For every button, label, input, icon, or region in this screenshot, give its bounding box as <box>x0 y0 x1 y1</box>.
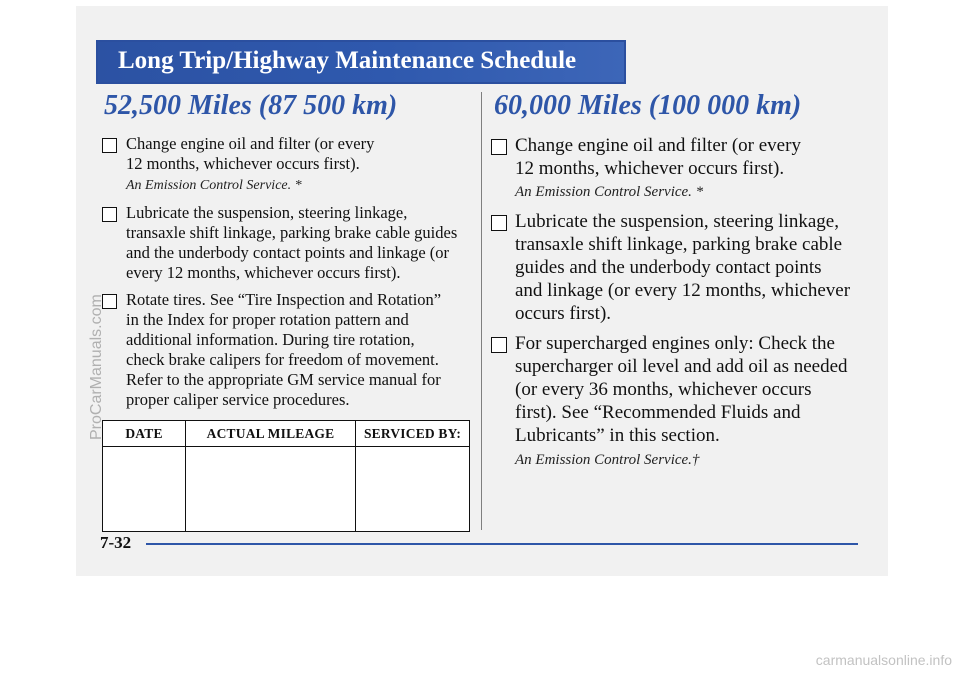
page-number: 7-32 <box>100 533 132 552</box>
table-cell-actual-mileage[interactable] <box>185 447 355 531</box>
bottom-watermark: carmanualsonline.info <box>815 652 952 668</box>
table-header-actual-mileage: ACTUAL MILEAGE <box>185 421 355 447</box>
footer-rule <box>146 543 858 545</box>
checkbox[interactable] <box>491 337 507 353</box>
service-note: An Emission Control Service. * <box>515 184 704 200</box>
banner-title: Long Trip/Highway Maintenance Schedule <box>118 47 577 74</box>
list-item <box>102 203 474 283</box>
side-watermark: ProCarManuals.com <box>88 294 105 440</box>
service-text: Rotate tires. See “Tire Inspection and Rotation” in the Index for proper rotation pattern and additional information. During tire rotation, check brake calipers for freedom of movement. Refer to the appropriate GM service manual for proper caliper service procedures. <box>126 290 442 409</box>
table-cell-serviced-by[interactable] <box>355 447 469 531</box>
service-text: Lubricate the suspension, steering linkage, transaxle shift linkage, parking brake cable guides and the underbody contact points and linkage (or every 12 months, whichever occurs first). <box>515 211 851 324</box>
list-item <box>102 134 474 174</box>
manual-page <box>76 6 888 576</box>
list-item <box>491 134 871 180</box>
service-text: Change engine oil and filter (or every 12 months, whichever occurs first). <box>515 135 801 179</box>
section-banner <box>96 40 626 84</box>
table-cell-date[interactable] <box>103 447 185 531</box>
table-header-date: DATE <box>103 421 185 447</box>
left-service-list <box>102 134 474 417</box>
list-item <box>102 290 474 410</box>
right-service-list <box>491 134 871 478</box>
list-item <box>491 210 871 325</box>
service-note: An Emission Control Service. * <box>126 178 302 193</box>
list-item <box>491 332 871 447</box>
checkbox[interactable] <box>491 139 507 155</box>
column-divider <box>481 92 482 530</box>
service-text: Lubricate the suspension, steering linkage, transaxle shift linkage, parking brake cable guides and the underbody contact points and linkage (or every 12 months, whichever occurs first). <box>126 203 458 282</box>
service-record-table <box>102 420 470 532</box>
left-mileage-heading: 52,500 Miles (87 500 km) <box>104 90 398 121</box>
service-note: An Emission Control Service.† <box>515 452 700 468</box>
service-text: For supercharged engines only: Check the supercharger oil level and add oil as needed (or every 36 months, whichever occurs first). See “Recommended Fluids and Lubricants” in this section. <box>515 333 848 446</box>
checkbox[interactable] <box>491 215 507 231</box>
table-header-serviced-by: SERVICED BY: <box>355 421 469 447</box>
service-text: Change engine oil and filter (or every 12 months, whichever occurs first). <box>126 134 375 173</box>
right-mileage-heading: 60,000 Miles (100 000 km) <box>494 90 802 121</box>
